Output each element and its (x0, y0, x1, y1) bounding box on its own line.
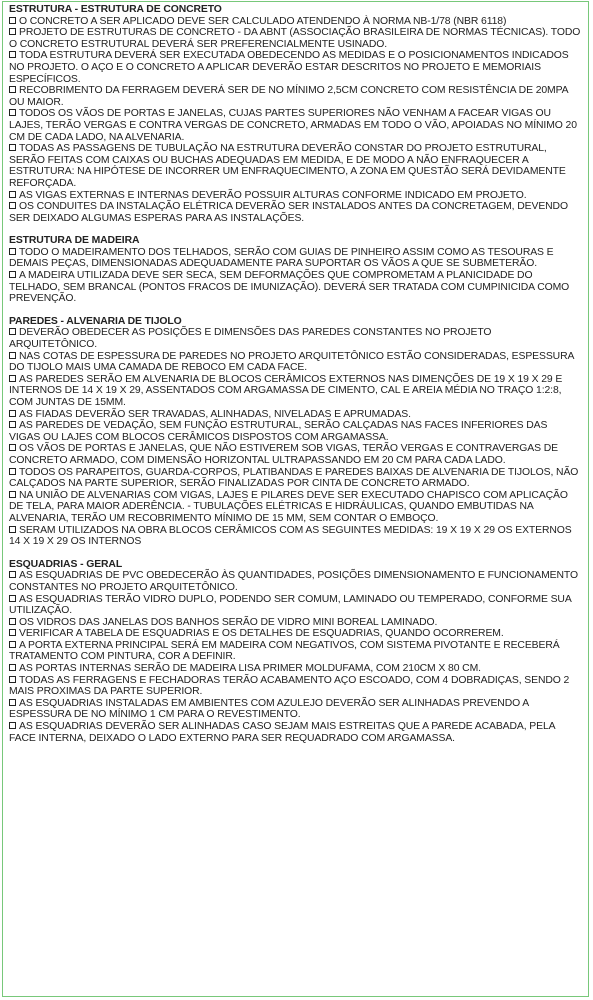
list-item: TODOS OS VÃOS DE PORTAS E JANELAS, CUJAS PARTES SUPERIORES NÃO VENHAM A FACEAR VIGAS OU LAJES, TERÃO VERGAS E CONTRA VERGAS DE CONCRETO, ARMADAS EM TODO O VÃO, APOIADAS NO MÍNIMO 20 CM DE CADA LADO, NA ALVENARIA. (9, 108, 577, 143)
list-item: AS PORTAS INTERNAS SERÃO DE MADEIRA LISA PRIMER MOLDUFAMA, COM 210CM X 80 CM. (9, 663, 581, 675)
checkbox-bullet-icon (9, 17, 16, 24)
section-wood-structure (9, 235, 581, 305)
list-item: AS PAREDES SERÃO EM ALVENARIA DE BLOCOS CERÂMICOS EXTERNOS NAS DIMENÇÕES DE 19 X 19 X 29 E INTERNOS DE 14 X 19 X 29, ASSENTADOS COM ARGAMASSA DE CIMENTO, CAL E AREIA MÉDIA NO TRAÇO 1:2:8, COM JUNTAS DE 15MM. (9, 373, 563, 408)
list-item: AS VIGAS EXTERNAS E INTERNAS DEVERÃO POSSUIR ALTURAS CONFORME INDICADO EM PROJETO. (9, 190, 581, 202)
list-item: OS VÃOS DE PORTAS E JANELAS, QUE NÃO ESTIVEREM SOB VIGAS, TERÃO VERGAS E CONTRAVERGAS DE CONCRETO ARMADO, COM DIMENSÃO HORIZONTAL ULTRAPASSANDO EM 20 CM PARA CADA LADO. (9, 443, 558, 466)
checkbox-bullet-icon (9, 676, 16, 683)
list-item: TODAS AS FERRAGENS E FECHADORAS TERÃO ACABAMENTO AÇO ESCOADO, COM 4 DOBRADIÇAS, SENDO 2 MAIS PROXIMAS DA PARTE SUPERIOR. (9, 674, 570, 698)
section-heading: ESTRUTURA - ESTRUTURA DE CONCRETO (9, 4, 222, 15)
checkbox-bullet-icon (9, 248, 16, 255)
checkbox-bullet-icon (9, 144, 16, 151)
list-item: O CONCRETO A SER APLICADO DEVE SER CALCULADO ATENDENDO À NORMA NB-1/78 (NBR 6118) (9, 16, 581, 28)
section-heading: PAREDES - ALVENARIA DE TIJOLO (9, 315, 182, 327)
list-item: OS VIDROS DAS JANELAS DOS BANHOS SERÃO DE VIDRO MINI BOREAL LAMINADO. (9, 617, 581, 629)
checkbox-bullet-icon (9, 641, 16, 648)
checkbox-bullet-icon (9, 86, 16, 93)
list-item: A PORTA EXTERNA PRINCIPAL SERÁ EM MADEIRA COM NEGATIVOS, COM SISTEMA PIVOTANTE E RECEBERÁ TRATAMENTO COM PINTURA, COR A DEFINIR. (9, 639, 560, 663)
section-frames-general (9, 559, 581, 745)
section-heading: ESQUADRIAS - GERAL (9, 558, 123, 570)
list-item: VERIFICAR A TABELA DE ESQUADRIAS E OS DETALHES DE ESQUADRIAS, QUANDO OCORREREM. (9, 628, 581, 640)
checkbox-bullet-icon (9, 571, 16, 578)
list-item: TODO O MADEIRAMENTO DOS TELHADOS, SERÃO COM GUIAS DE PINHEIRO ASSIM COMO AS TESOURAS E DEMAIS PEÇAS, DIMENSIONADAS ADEQUADAMENTE PARA SUPORTAR OS VÃOS A QUE SE SUBMETERÃO. (9, 246, 554, 270)
checkbox-bullet-icon (9, 699, 16, 706)
checkbox-bullet-icon (9, 51, 16, 58)
list-item: AS ESQUADRIAS TERÃO VIDRO DUPLO, PODENDO SER COMUM, LAMINADO OU TEMPERADO, CONFORME SUA UTILIZAÇÃO. (9, 593, 572, 617)
checkbox-bullet-icon (9, 410, 16, 417)
checkbox-bullet-icon (9, 595, 16, 602)
checkbox-bullet-icon (9, 421, 16, 428)
list-item: TODOS OS PARAPEITOS, GUARDA-CORPOS, PLATIBANDAS E PAREDES BAIXAS DE ALVENARIA DE TIJOLOS, NÃO CALÇADOS NA PARTE SUPERIOR, SERÃO FINALIZADAS POR CINTA DE CONCRETO ARMADO. (9, 466, 579, 490)
checkbox-bullet-icon (9, 468, 16, 475)
list-item: DEVERÃO OBEDECER AS POSIÇÕES E DIMENSÕES DAS PAREDES CONSTANTES NO PROJETO ARQUITETÔNICO. (9, 327, 492, 351)
list-item: AS ESQUADRIAS DEVERÃO SER ALINHADAS CASO SEJAM MAIS ESTREITAS QUE A PAREDE ACABADA, PELA FACE INTERNA, DEIXADO O LADO EXTERNO PARA SER REQUADRADO COM ARGAMASSA. (9, 721, 555, 744)
list-item: A MADEIRA UTILIZADA DEVE SER SECA, SEM DEFORMAÇÕES QUE COMPROMETAM A PLANICIDADE DO TELHADO, SEM BRANCAL (PONTOS FRACOS DE IMUNIZAÇÃO). DEVERÁ SER TRATADA COM CUMPINICIDA COMO PREVENÇÃO. (9, 270, 570, 305)
specification-text (9, 4, 581, 744)
checkbox-bullet-icon (9, 271, 16, 278)
list-item: RECOBRIMENTO DA FERRAGEM DEVERÁ SER DE NO MÍNIMO 2,5CM CONCRETO COM RESISTÊNCIA DE 20MPA OU MAIOR. (9, 85, 568, 108)
checkbox-bullet-icon (9, 722, 16, 729)
section-brick-walls (9, 316, 581, 548)
checkbox-bullet-icon (9, 618, 16, 625)
list-item: SERAM UTILIZADOS NA OBRA BLOCOS CERÂMICOS COM AS SEGUINTES MEDIDAS: 19 X 19 X 29 OS EXTERNOS 14 X 19 X 29 OS INTERNOS (9, 524, 572, 548)
list-item: NA UNIÃO DE ALVENARIAS COM VIGAS, LAJES E PILARES DEVE SER EXECUTADO CHAPISCO COM APLICAÇÃO DE TELA, PARA MAIOR ADERÊNCIA. - TUBULAÇÕES ELÉTRICAS E HIDRÁULICAS, QUANDO EMBUTIDAS NA ALVENARIA, TERÃO UM RECOBRIMENTO MÍNIMO DE 15 MM, SEM CONTAR O EMBOÇO. (9, 489, 568, 524)
list-item: NAS COTAS DE ESPESSURA DE PAREDES NO PROJETO ARQUITETÔNICO ESTÃO CONSIDERADAS, ESPESSURA DO TIJOLO MAIS UMA CAMADA DE REBOCO EM CADA FACE. (9, 350, 574, 374)
checkbox-bullet-icon (9, 526, 16, 533)
section-heading: ESTRUTURA DE MADEIRA (9, 235, 140, 247)
list-item: AS FIADAS DEVERÃO SER TRAVADAS, ALINHADAS, NIVELADAS E APRUMADAS. (9, 409, 581, 421)
list-item: OS CONDUITES DA INSTALAÇÃO ELÉTRICA DEVERÃO SER INSTALADOS ANTES DA CONCRETAGEM, DEVENDO SER DEIXADO ALGUMAS ESPERAS PARA AS INSTALAÇÕES. (9, 201, 568, 224)
checkbox-bullet-icon (9, 664, 16, 671)
checkbox-bullet-icon (9, 629, 16, 636)
checkbox-bullet-icon (9, 444, 16, 451)
list-item: TODAS AS PASSAGENS DE TUBULAÇÃO NA ESTRUTURA DEVERÃO CONSTAR DO PROJETO ESTRUTURAL, SERÃO FEITAS COM CAIXAS OU BUCHAS ADEQUADAS EM MEDIDA, E DE MODO A NÃO ENFRAQUECER A ESTRUTURA: NA HIPÓTESE DE INCORRER UM ENFRAQUECIMENTO, A ZONA EM QUESTÃO SERÁ DEVIDAMENTE REFORÇADA. (9, 143, 566, 189)
checkbox-bullet-icon (9, 28, 16, 35)
checkbox-bullet-icon (9, 109, 16, 116)
checkbox-bullet-icon (9, 375, 16, 382)
checkbox-bullet-icon (9, 491, 16, 498)
checkbox-bullet-icon (9, 202, 16, 209)
list-item: TODA ESTRUTURA DEVERÁ SER EXECUTADA OBEDECENDO AS MEDIDAS E O POSICIONAMENTOS INDICADOS NO PROJETO. O AÇO E O CONCRETO A APLICAR DEVERÃO ESTAR DESCRITOS NO PROJETO E MEMORIAIS ESPECÍFICOS. (9, 50, 569, 85)
section-concrete-structure (9, 4, 581, 224)
list-item: PROJETO DE ESTRUTURAS DE CONCRETO - DA ABNT (ASSOCIAÇÃO BRASILEIRA DE NORMAS TÉCNICAS). TODO O CONCRETO ESTRUTURAL DEVERÁ SER PREFERENCIALMENTE USINADO. (9, 27, 581, 50)
checkbox-bullet-icon (9, 191, 16, 198)
checkbox-bullet-icon (9, 328, 16, 335)
list-item: AS ESQUADRIAS INSTALADAS EM AMBIENTES COM AZULEJO DEVERÃO SER ALINHADAS PREVENDO A ESPESSURA DE NO MÍNIMO 1 CM PARA O REVESTIMENTO. (9, 697, 529, 721)
list-item: AS ESQUADRIAS DE PVC OBEDECERÃO ÀS QUANTIDADES, POSIÇÕES DIMENSIONAMENTO E FUNCIONAMENTO CONSTANTES NO PROJETO ARQUITETÔNICO. (9, 570, 578, 593)
list-item: AS PAREDES DE VEDAÇÃO, SEM FUNÇÃO ESTRUTURAL, SERÃO CALÇADAS NAS FACES INFERIORES DAS VIGAS OU LAJES COM BLOCOS CERÂMICOS DISPOSTOS COM ARGAMASSA. (9, 420, 548, 443)
checkbox-bullet-icon (9, 352, 16, 359)
